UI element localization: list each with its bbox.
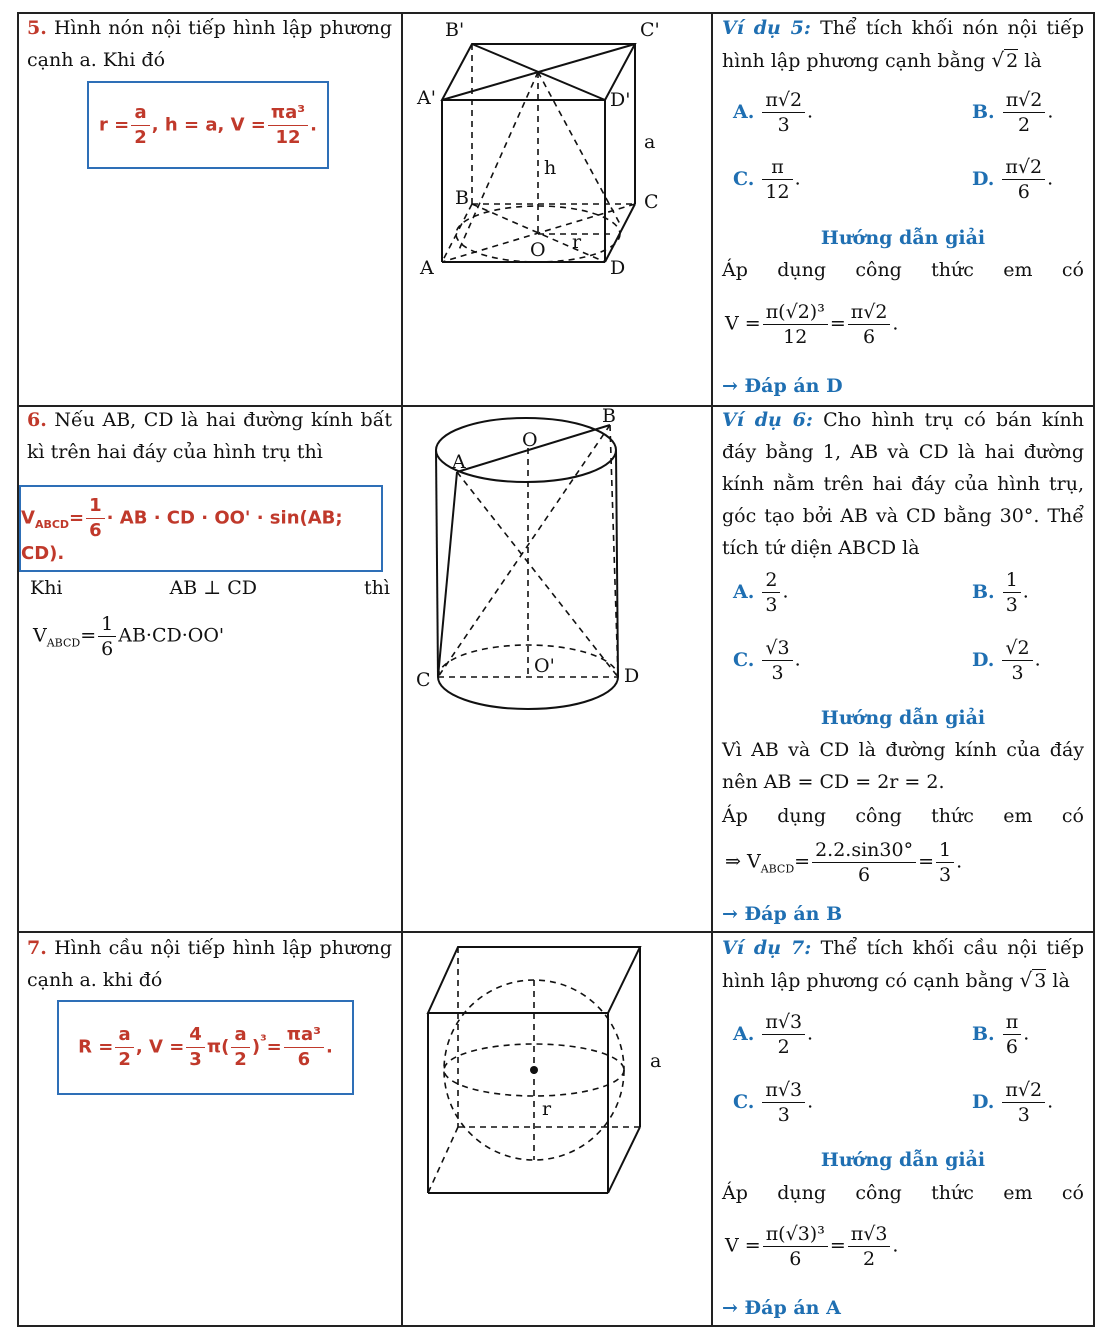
label-C: C [644,191,659,213]
label-O: O [522,429,538,451]
column-divider [711,14,713,1325]
cylinder-figure [400,400,700,710]
answer-5: → Đáp án D [722,375,843,397]
label-h: h [544,157,557,179]
option-A[interactable]: A. $\frac{\pi√2}{3}$ . [733,89,814,136]
example-label: Ví dụ 6: [722,409,813,431]
reason-line: Vì AB và CD là đường kính của đáy nên AB = CD = 2r = 2. [722,739,1084,793]
option-C[interactable]: C. $\frac{\pi}{12}$ . [733,156,801,203]
option-B[interactable]: B. $\frac{\pi√2}{2}$ . [972,89,1054,136]
formula-5: r = $\frac{a}{2}$ , h = a, V = $\frac{\text{πa³}}{12}$ . [99,101,317,148]
label-A: A [452,451,466,473]
formula2-6: $V_{ABCD}=$ $\frac{1}{6}$ AB·CD·OO' [33,613,225,660]
label-Dp: D' [610,89,631,111]
option-D[interactable]: D. $\frac{√2}{3}$ . [972,637,1041,684]
label-r: r [572,231,582,253]
apply-line: Áp dụng công thức em có [722,259,1084,281]
formula-6: $V_{ABCD}=$ $\frac{1}{6}$ · AB · CD · OO' · sin(AB; CD). [21,494,343,564]
label-a: a [644,131,656,153]
label-C: C [416,669,431,691]
label-O: O [530,239,546,261]
theory-statement: Nếu AB, CD là hai đường kính bất kì trên hai đáy của hình trụ thì [27,409,392,463]
label-B: B [455,187,469,209]
formula-box-5 [87,81,329,169]
label-D: D [610,257,626,279]
theory-6-text [27,404,392,468]
theory-statement: Hình nón nội tiếp hình lập phương cạnh a. Khi đó [27,17,392,71]
example-label: Ví dụ 5: [722,17,811,39]
guide-heading: Hướng dẫn giải [820,1149,986,1171]
label-D: D [624,665,640,687]
example-5-text: Ví dụ 5: Thể tích khối nón nội tiếp hình lập phương cạnh bằng √ 2 là [722,17,1084,72]
formula-box-7 [57,1000,354,1095]
when-line: Khi AB ⊥ CD thì [30,577,390,599]
answer-6: → Đáp án B [722,903,843,925]
label-Ap: A' [417,87,436,109]
option-C[interactable]: C. $\frac{√3}{3}$ . [733,637,801,684]
label-B: B [602,405,616,427]
formula-box-6 [19,485,383,572]
option-A[interactable]: A. $\frac{2}{3}$ . [733,569,789,616]
option-D[interactable]: D. $\frac{\pi√2}{6}$ . [972,156,1054,203]
theory-number: 6. [27,409,47,431]
theory-number: 7. [27,937,47,959]
label-Op: O' [534,655,555,677]
guide-heading: Hướng dẫn giải [820,707,986,729]
label-a: a [650,1050,662,1072]
cone-in-cube-figure [400,12,700,302]
option-A[interactable]: A. $\frac{\pi√3}{2}$ . [733,1011,814,1058]
sphere-in-cube-figure [410,935,700,1215]
apply-line: Áp dụng công thức em có [722,805,1084,827]
label-Bp: B' [445,19,465,41]
solution-6: ⇒ $V_{ABCD}=$ $\frac{2.2.\sin 30^\circ}{6}$ = $\frac{1}{3}$ . [725,839,963,886]
example-6-text: Ví dụ 6: Cho hình trụ có bán kính đáy bằng 1, AB và CD là hai đường kính nằm trên hai đáy của hình trụ, góc tạo bởi AB và CD bằng 30°. Thể tích tứ diện ABCD là [722,409,1084,559]
formula-7: R = $\frac{a}{2}$ , V = $\frac{4}{3}$ π( $\frac{a}{2}$ )$^{^3}$= $\frac{\text{πa³}}{6}$ . [78,1024,333,1070]
option-B[interactable]: B. $\frac{\pi}{6}$ . [972,1011,1030,1058]
solution-5: V = $\frac{\text{π(√2)³}}{12}$ = $\frac{\pi√2}{6}$ . [725,301,899,348]
option-C[interactable]: C. $\frac{\pi√3}{3}$ . [733,1079,814,1126]
guide-heading: Hướng dẫn giải [820,227,986,249]
theory-number: 5. [27,17,47,39]
label-r: r [542,1098,552,1120]
label-Cp: C' [640,19,660,41]
solution-7: V = $\frac{\text{π(√3)³}}{6}$ = $\frac{\pi√3}{2}$ . [725,1223,899,1270]
example-7-text: Ví dụ 7: Thể tích khối cầu nội tiếp hình lập phương có cạnh bằng √ 3 là [722,937,1084,992]
apply-line: Áp dụng công thức em có [722,1182,1084,1204]
theory-7-text [27,932,392,996]
answer-7: → Đáp án A [722,1297,841,1319]
label-A: A [420,257,434,279]
example-label: Ví dụ 7: [722,937,812,959]
option-D[interactable]: D. $\frac{\pi√2}{3}$ . [972,1079,1054,1126]
theory-5-text [27,12,392,76]
theory-statement: Hình cầu nội tiếp hình lập phương cạnh a. khi đó [27,937,392,991]
option-B[interactable]: B. $\frac{1}{3}$ . [972,569,1029,616]
